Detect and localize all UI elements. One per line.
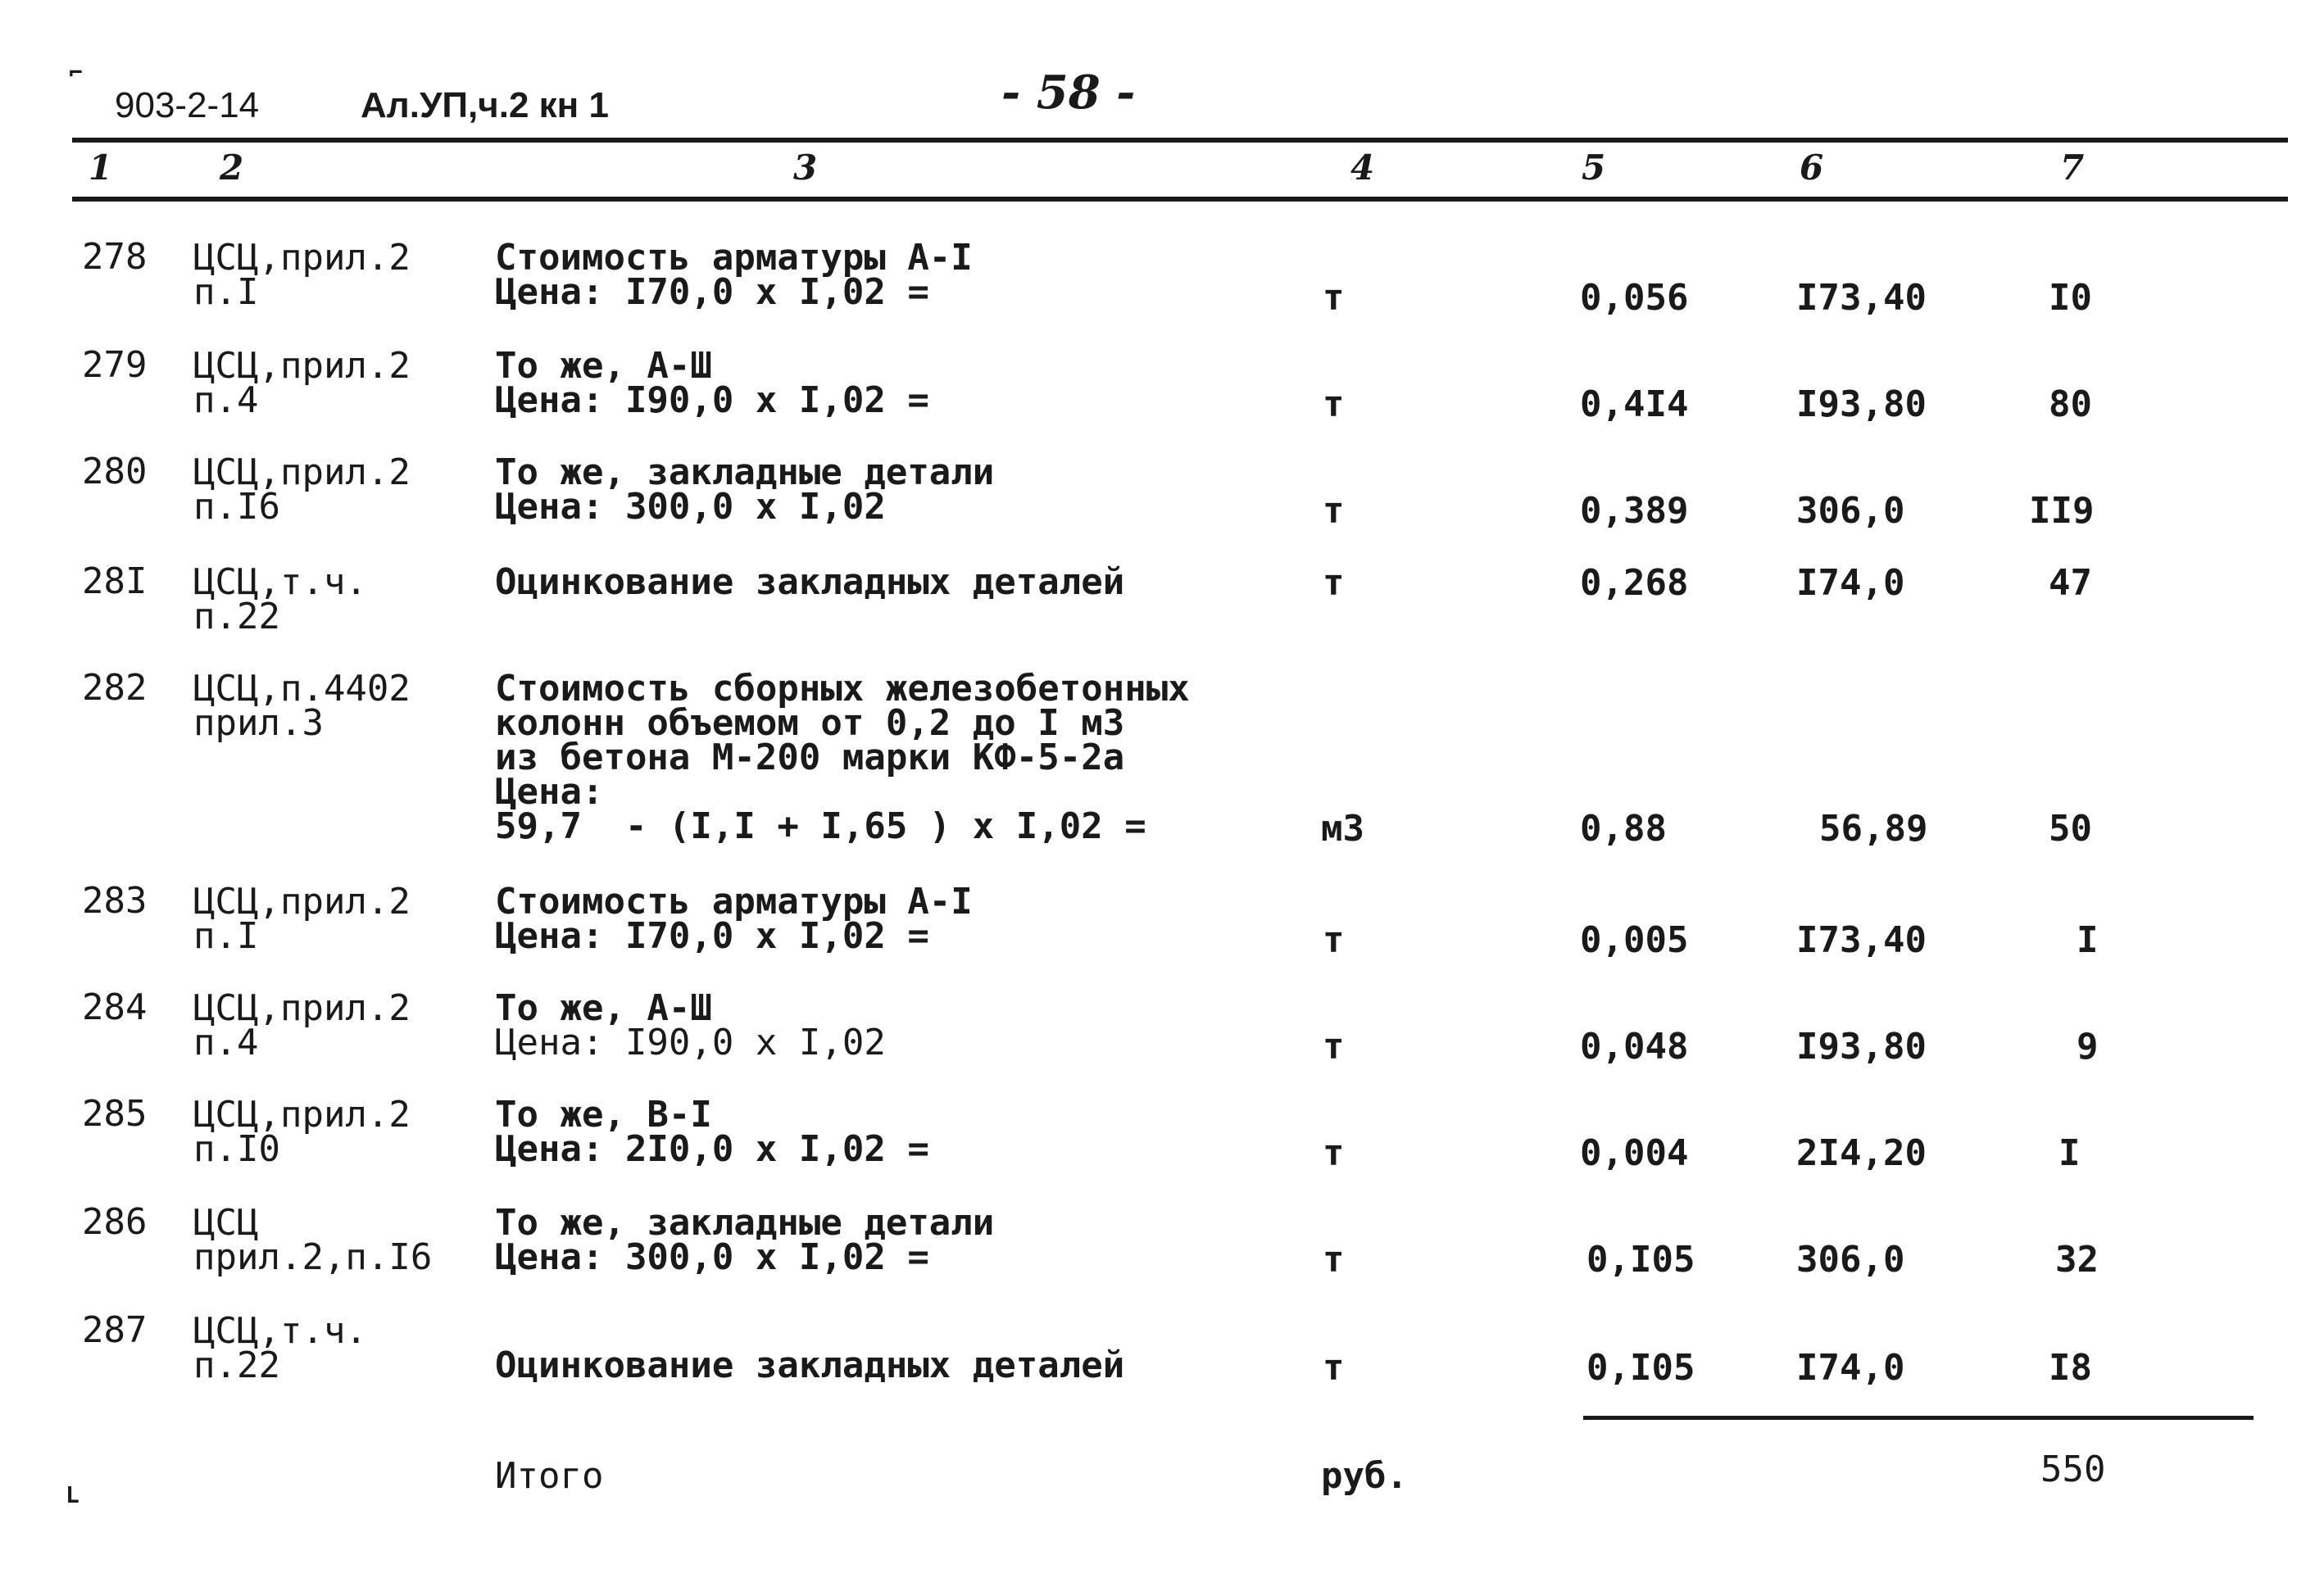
quantity: 0,268 xyxy=(1580,562,1689,604)
item-description: То же, А-Ш Цена: I90,0 х I,02 = xyxy=(495,345,929,421)
quantity: 0,048 xyxy=(1580,1026,1689,1068)
total-cost: 9 xyxy=(2077,1026,2099,1068)
total-cost: I0 xyxy=(2049,277,2092,319)
header-bottom-rule xyxy=(72,197,2288,202)
row-number: 280 xyxy=(82,451,148,492)
total-cost: I xyxy=(2058,1132,2081,1174)
item-description: Стоимость сборных железобетонных колонн объемом от 0,2 до I м3 из бетона М-200 марки КФ-5-2а Цена: 59,7 - (I,I + I,65 ) х I,02 = xyxy=(495,668,1190,847)
document-code: 903-2-14 xyxy=(115,85,260,125)
row-number: 282 xyxy=(82,667,148,709)
total-unit: руб. xyxy=(1321,1455,1408,1497)
item-description: То же, А-Ш Цена: I90,0 х I,02 xyxy=(495,987,886,1063)
item-description: То же, закладные детали Цена: 300,0 х I,02 = xyxy=(495,1202,995,1278)
unit-price: 56,89 xyxy=(1819,808,1928,850)
unit: м3 xyxy=(1321,808,1364,850)
total-cost: 32 xyxy=(2055,1239,2099,1281)
unit: т xyxy=(1323,383,1345,425)
unit-price: I74,0 xyxy=(1796,1347,1905,1389)
page-number: - 58 - xyxy=(1001,66,1136,120)
quantity: 0,4I4 xyxy=(1580,383,1689,425)
unit-price: 2I4,20 xyxy=(1796,1132,1927,1174)
item-description: То же, В-I Цена: 2I0,0 х I,02 = xyxy=(495,1094,929,1170)
total-amount: 550 xyxy=(2040,1449,2106,1490)
source-reference: ЦСЦ,т.ч. п.22 xyxy=(193,561,367,637)
source-reference: ЦСЦ,п.4402 прил.3 xyxy=(193,668,411,744)
quantity: 0,I05 xyxy=(1586,1347,1695,1389)
quantity: 0,004 xyxy=(1580,1132,1689,1174)
quantity: 0,I05 xyxy=(1586,1239,1695,1281)
source-reference: ЦСЦ,прил.2 п.I6 xyxy=(193,451,411,528)
unit-price: 306,0 xyxy=(1796,490,1905,532)
unit-price: I73,40 xyxy=(1796,919,1927,961)
unit: т xyxy=(1323,1347,1345,1389)
row-number: 287 xyxy=(82,1309,148,1351)
total-cost: I xyxy=(2077,919,2099,961)
column-number: 1 xyxy=(89,147,113,188)
column-number: 7 xyxy=(2060,147,2085,188)
source-reference: ЦСЦ,прил.2 п.4 xyxy=(193,345,411,421)
unit-price: I93,80 xyxy=(1796,1026,1927,1068)
total-cost: I8 xyxy=(2049,1347,2092,1389)
unit-price: I73,40 xyxy=(1796,277,1927,319)
total-separator-rule xyxy=(1583,1416,2254,1420)
unit: т xyxy=(1323,490,1345,532)
header-top-rule xyxy=(72,138,2288,143)
item-description: Стоимость арматуры А-I Цена: I70,0 х I,02 = xyxy=(495,881,973,957)
total-cost: II9 xyxy=(2029,490,2095,532)
unit: т xyxy=(1323,1026,1345,1068)
item-description: Оцинкование закладных деталей xyxy=(495,1344,1125,1386)
total-label: Итого xyxy=(495,1455,604,1497)
quantity: 0,389 xyxy=(1580,490,1689,532)
unit: т xyxy=(1323,1239,1345,1281)
total-cost: 50 xyxy=(2049,808,2092,850)
item-description: То же, закладные детали Цена: 300,0 х I,02 xyxy=(495,451,995,528)
item-description: Оцинкование закладных деталей xyxy=(495,561,1125,603)
source-reference: ЦСЦ,прил.2 п.I xyxy=(193,237,411,313)
source-reference: ЦСЦ прил.2,п.I6 xyxy=(193,1202,433,1278)
total-cost: 80 xyxy=(2049,383,2092,425)
unit: т xyxy=(1323,277,1345,319)
column-number: 4 xyxy=(1350,147,1375,188)
unit-price: I74,0 xyxy=(1796,562,1905,604)
column-number: 3 xyxy=(793,147,818,188)
source-reference: ЦСЦ,прил.2 п.4 xyxy=(193,987,411,1063)
source-reference: ЦСЦ,прил.2 п.I xyxy=(193,881,411,957)
row-number: 278 xyxy=(82,236,148,278)
corner-mark-top: ⌐ xyxy=(69,59,83,86)
source-reference: ЦСЦ,т.ч. п.22 xyxy=(193,1310,367,1386)
row-number: 285 xyxy=(82,1093,148,1135)
album-reference: Ал.УП,ч.2 кн 1 xyxy=(361,85,609,125)
source-reference: ЦСЦ,прил.2 п.I0 xyxy=(193,1094,411,1170)
row-number: 284 xyxy=(82,986,148,1028)
row-number: 279 xyxy=(82,344,148,386)
quantity: 0,005 xyxy=(1580,919,1689,961)
row-number: 28I xyxy=(82,560,148,602)
unit: т xyxy=(1323,1132,1345,1174)
row-number: 286 xyxy=(82,1201,148,1243)
corner-mark-bottom: L xyxy=(66,1481,79,1508)
unit-price: 306,0 xyxy=(1796,1239,1905,1281)
column-number: 2 xyxy=(220,147,244,188)
quantity: 0,056 xyxy=(1580,277,1689,319)
quantity: 0,88 xyxy=(1580,808,1667,850)
row-number: 283 xyxy=(82,880,148,922)
item-description: Стоимость арматуры А-I Цена: I70,0 х I,02 = xyxy=(495,237,973,313)
unit: т xyxy=(1323,562,1345,604)
unit-price: I93,80 xyxy=(1796,383,1927,425)
total-cost: 47 xyxy=(2049,562,2092,604)
column-number: 6 xyxy=(1800,147,1824,188)
column-number: 5 xyxy=(1582,147,1606,188)
unit: т xyxy=(1323,919,1345,961)
